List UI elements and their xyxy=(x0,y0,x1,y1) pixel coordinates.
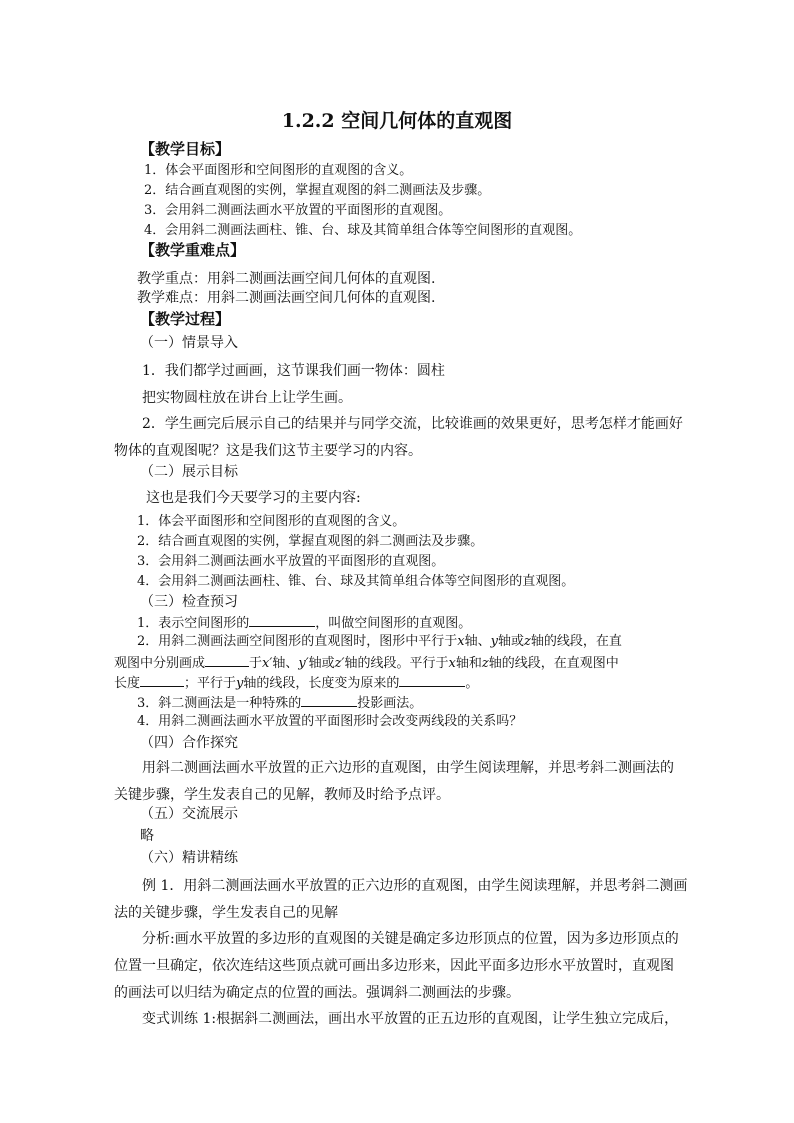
section-heading: （四）合作探究 xyxy=(140,735,238,751)
paragraph: 关键步骤，学生发表自己的见解，教师及时给予点评。 xyxy=(114,787,450,803)
section-heading: （五）交流展示 xyxy=(140,806,238,822)
text: 轴的线段。平行于 xyxy=(344,656,449,671)
heading-teaching-goals: 【教学目标】 xyxy=(140,140,231,158)
text: ，叫做空间图形的直观图。 xyxy=(315,616,472,631)
paragraph: 物体的直观图呢？这是我们这节主要学习的内容。 xyxy=(114,443,422,459)
paragraph: 这也是我们今天要学习的主要内容: xyxy=(146,490,361,506)
variable: x′ xyxy=(262,656,273,671)
heading-teaching-process: 【教学过程】 xyxy=(140,310,231,328)
variable: y xyxy=(490,634,498,649)
text: 1．表示空间图形的 xyxy=(137,616,250,631)
paragraph: 的画法可以归结为确定点的位置的画法。强调斜二测画法的步骤。 xyxy=(114,985,520,1001)
section-heading: （六）精讲精练 xyxy=(140,850,238,866)
paragraph: 分析:画水平放置的多边形的直观图的关键是确定多边形顶点的位置，因为多边形顶点的 xyxy=(142,931,679,947)
text: 观图中分别画成 xyxy=(114,656,206,671)
preview-question-2-line-1 xyxy=(137,634,622,650)
paragraph: 例 1．用斜二测画法画水平放置的正六边形的直观图，由学生阅读理解，并思考斜二测画 xyxy=(142,878,688,894)
heading-key-difficult: 【教学重难点】 xyxy=(140,241,246,259)
paragraph: 变式训练 1:根据斜二测画法，画出水平放置的正五边形的直观图，让学生独立完成后， xyxy=(142,1011,679,1027)
goal-item: 4．会用斜二测画法画柱、锥、台、球及其简单组合体等空间图形的直观图。 xyxy=(144,223,582,238)
text: 投影画法。 xyxy=(357,696,423,711)
variable: z xyxy=(481,656,489,671)
section-heading: （一）情景导入 xyxy=(140,335,238,351)
section-heading: （二）展示目标 xyxy=(140,464,238,480)
preview-question-2-line-2 xyxy=(114,654,619,672)
key-point: 教学重点：用斜二测画法画空间几何体的直观图. xyxy=(137,271,436,287)
fill-blank xyxy=(249,614,315,627)
fill-blank xyxy=(301,694,357,707)
fill-blank xyxy=(140,674,184,687)
text: 。 xyxy=(465,676,479,691)
paragraph: 用斜二测画法画水平放置的正六边形的直观图，由学生阅读理解，并思考斜二测画法的 xyxy=(142,760,674,776)
text: 轴的线段，在直 xyxy=(530,634,622,649)
variable: x xyxy=(457,634,465,649)
text: 轴或 xyxy=(498,634,525,649)
text: 长度 xyxy=(114,676,141,691)
preview-question-1 xyxy=(137,614,471,632)
paragraph: 把实物圆柱放在讲台上让学生画。 xyxy=(142,390,352,406)
text: 轴的线段，在直观图中 xyxy=(488,656,619,671)
text: 于 xyxy=(249,656,263,671)
text: 轴的线段，长度变为原来的 xyxy=(243,676,400,691)
difficult-point: 教学难点：用斜二测画法画空间几何体的直观图. xyxy=(137,290,436,306)
variable: z xyxy=(524,634,531,649)
fill-blank xyxy=(399,674,465,687)
goal-item: 3．会用斜二测画法画水平放置的平面图形的直观图。 xyxy=(144,203,452,218)
goal-item: 3．会用斜二测画法画水平放置的平面图形的直观图。 xyxy=(137,554,445,569)
variable: y xyxy=(236,676,244,691)
goal-item: 1．体会平面图形和空间图形的直观图的含义。 xyxy=(144,163,413,178)
paragraph: 1．我们都学过画画，这节课我们画一物体：圆柱 xyxy=(142,363,445,379)
preview-question-2-line-3 xyxy=(114,674,478,692)
variable: x xyxy=(448,656,456,671)
text: 轴、 xyxy=(464,634,491,649)
variable: y′ xyxy=(298,656,309,671)
text: 轴和 xyxy=(455,656,482,671)
text: 轴或 xyxy=(308,656,335,671)
goal-item: 4．会用斜二测画法画柱、锥、台、球及其简单组合体等空间图形的直观图。 xyxy=(137,574,575,589)
page-title: 1.2.2 空间几何体的直观图 xyxy=(281,110,513,132)
preview-question-3 xyxy=(137,694,422,712)
text: ；平行于 xyxy=(184,676,237,691)
text: 轴、 xyxy=(272,656,299,671)
paragraph: 略 xyxy=(140,828,154,844)
paragraph: 法的关键步骤，学生发表自己的见解 xyxy=(114,905,338,921)
goal-item: 2．结合画直观图的实例，掌握直观图的斜二测画法及步骤。 xyxy=(137,534,484,549)
text: 3．斜二测画法是一种特殊的 xyxy=(137,696,302,711)
paragraph: 位置一旦确定，依次连结这些顶点就可画出多边形来，因此平面多边形水平放置时，直观图 xyxy=(114,958,674,974)
goal-item: 2．结合画直观图的实例，掌握直观图的斜二测画法及步骤。 xyxy=(144,183,491,198)
goal-item: 1．体会平面图形和空间图形的直观图的含义。 xyxy=(137,514,406,529)
section-heading: （三）检查预习 xyxy=(140,594,238,610)
paragraph: 2．学生画完后展示自己的结果并与同学交流，比较谁画的效果更好，思考怎样才能画好 xyxy=(142,416,683,432)
text: 2．用斜二测画法画空间图形的直观图时，图形中平行于 xyxy=(137,634,458,649)
preview-question-4: 4．用斜二测画法画水平放置的平面图形时会改变两线段的关系吗？ xyxy=(137,714,523,729)
fill-blank xyxy=(205,654,249,667)
variable: z′ xyxy=(334,656,345,671)
